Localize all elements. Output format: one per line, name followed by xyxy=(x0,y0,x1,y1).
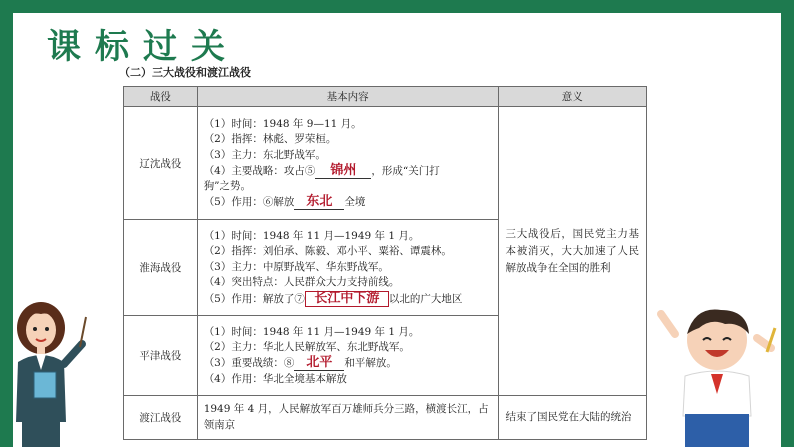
content-text: 1949 年 4 月，人民解放军百万雄师兵分三路，横渡长江，占领南京 xyxy=(203,403,489,431)
table-header-row xyxy=(124,87,647,107)
page-title: 课标过关 xyxy=(47,27,239,67)
content-line: （2）指挥：刘伯承、陈毅、邓小平、粟裕、谭震林。 xyxy=(203,245,452,258)
content-line: （1）时间：1948 年 9—11 月。 xyxy=(203,117,362,130)
content-text: （5）作用：解放了⑦ xyxy=(203,292,305,305)
content-text: （5）作用：⑥解放 xyxy=(203,195,295,208)
battle-content xyxy=(197,396,498,440)
content-line: （3）主力：东北野战军。 xyxy=(203,148,326,161)
answer-blank: 东北 xyxy=(294,195,344,210)
student-illustration xyxy=(655,304,780,447)
content-line xyxy=(204,291,492,308)
header-battle: 战役 xyxy=(124,87,198,107)
battle-name: 辽沈战役 xyxy=(124,107,198,220)
content-text: ，形成“关门打 xyxy=(371,164,440,177)
content-line xyxy=(204,195,492,211)
answer-blank: 锦州 xyxy=(315,164,371,179)
battles-table xyxy=(123,86,647,440)
content-line: （3）主力：中原野战军、华东野战军。 xyxy=(203,260,389,273)
section-subtitle: （二）三大战役和渡江战役 xyxy=(119,66,251,79)
answer-blank: 长江中下游 xyxy=(305,291,389,307)
content-text: 以北的广大地区 xyxy=(388,292,463,305)
content-line: （2）指挥：林彪、罗荣桓。 xyxy=(203,133,337,146)
content-line: （1）时间：1948 年 11 月—1949 年 1 月。 xyxy=(203,325,420,338)
content-line: （4）突出特点：人民群众大力支持前线。 xyxy=(203,276,400,289)
content-line xyxy=(204,164,492,180)
content-text: 全境 xyxy=(344,195,366,208)
meaning-text: 结束了国民党在大陆的统治 xyxy=(505,411,632,423)
battle-name: 淮海战役 xyxy=(124,220,198,316)
battle-content xyxy=(197,316,498,396)
header-meaning: 意义 xyxy=(498,87,646,107)
content-text: 和平解放。 xyxy=(344,357,397,369)
content-text: （3）重要战绩：⑧ xyxy=(203,357,295,369)
content-line: 狗”之势。 xyxy=(203,180,252,193)
battle-name: 平津战役 xyxy=(124,316,198,396)
shared-meaning: 三大战役后，国民党主力基本被消灭，大大加速了人民解放战争在全国的胜利 xyxy=(505,227,639,274)
battle-content xyxy=(197,107,498,220)
battle-name: 渡江战役 xyxy=(124,396,198,440)
answer-blank: 北平 xyxy=(294,356,344,371)
battle-content xyxy=(197,220,498,316)
meaning-cell xyxy=(498,396,646,440)
shared-meaning-cell xyxy=(498,107,646,396)
table-row xyxy=(124,107,647,220)
content-line: （2）主力：华北人民解放军、东北野战军。 xyxy=(203,341,410,354)
header-content: 基本内容 xyxy=(197,87,498,107)
teacher-illustration xyxy=(8,292,88,447)
content-line: （1）时间：1948 年 11 月—1949 年 1 月。 xyxy=(203,229,420,242)
content-line xyxy=(204,356,492,372)
table-row xyxy=(124,396,647,440)
content-line: （4）作用：华北全境基本解放 xyxy=(203,372,347,385)
content-text: （4）主要战略：攻占⑤ xyxy=(203,164,316,177)
